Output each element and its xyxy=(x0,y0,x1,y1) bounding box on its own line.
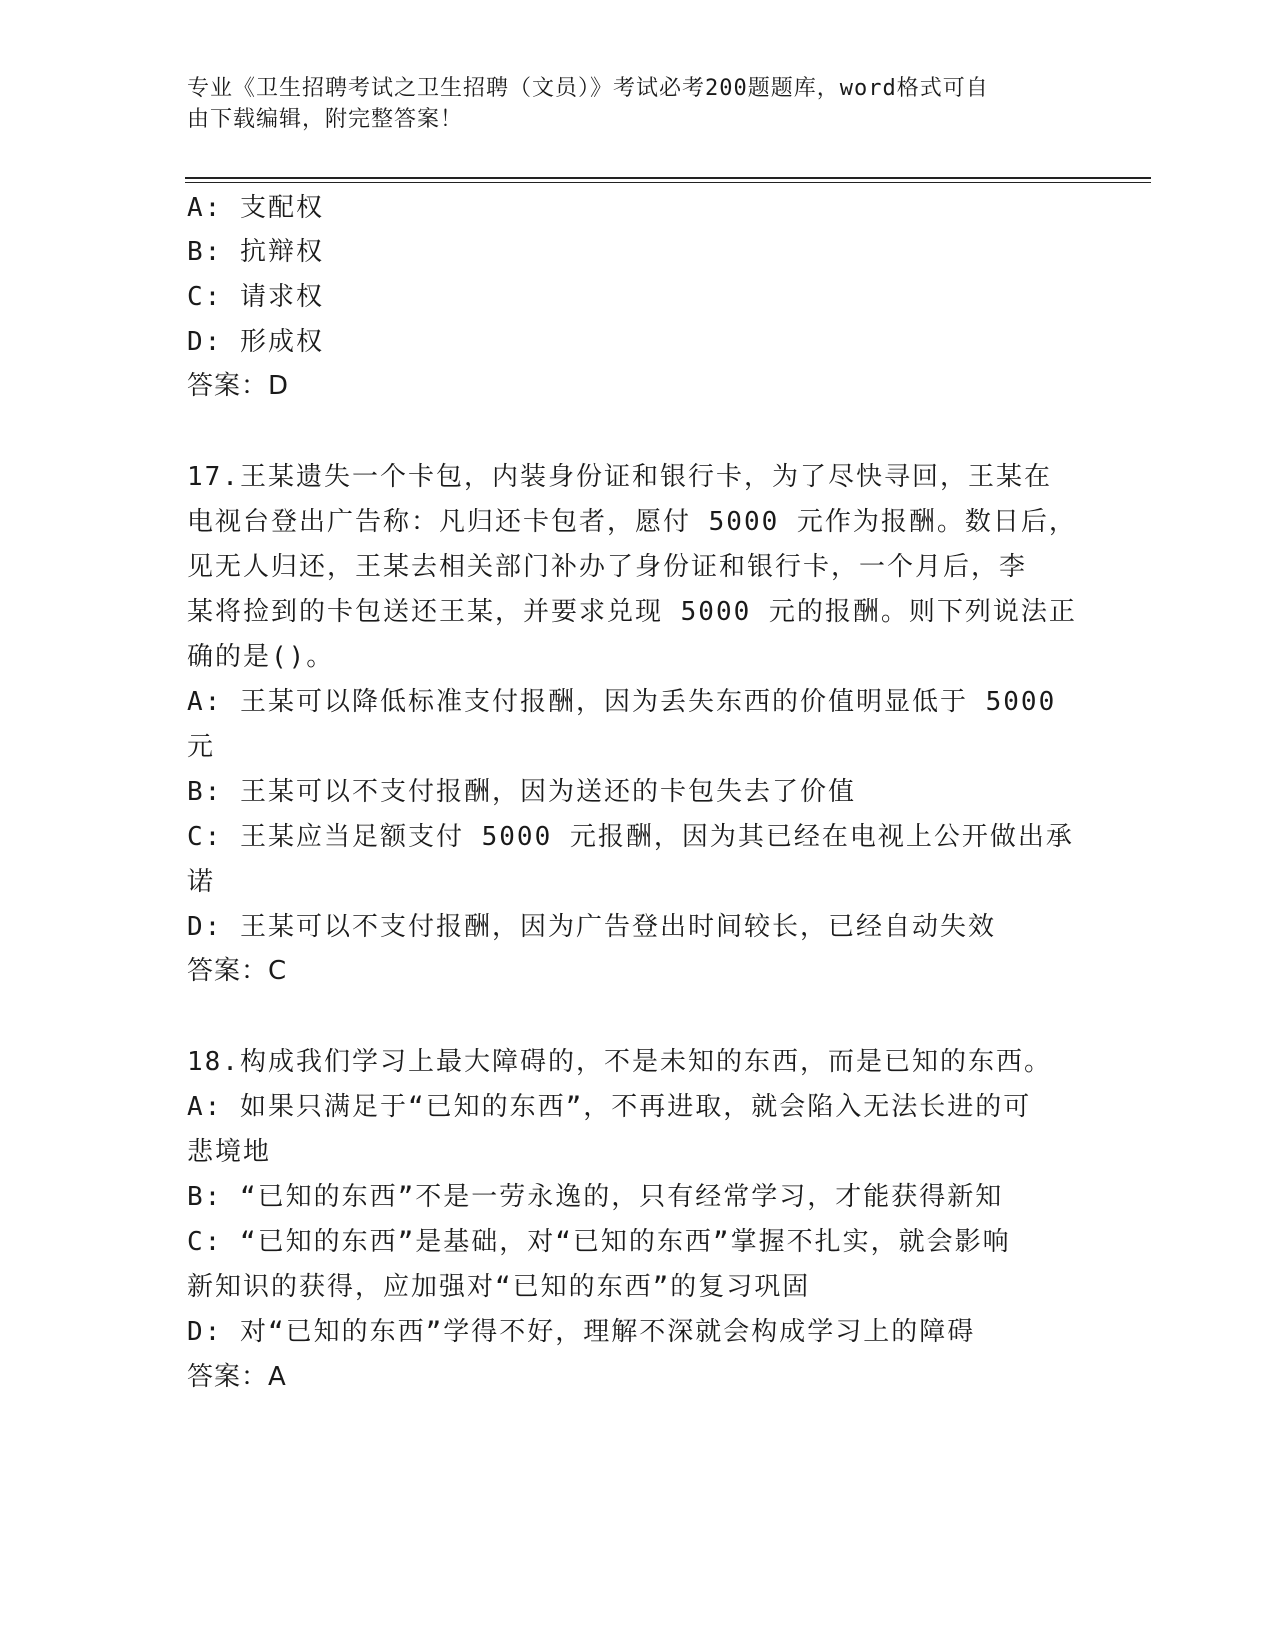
header-line-2: 由下载编辑，附完整答案！ xyxy=(187,107,464,132)
q18-option-c-line-1: C: “已知的东西”是基础，对“已知的东西”掌握不扎实，就会影响 xyxy=(187,1227,1011,1257)
q18-option-a-line-1: A: 如果只满足于“已知的东西”，不再进取，就会陷入无法长进的可 xyxy=(187,1092,1032,1122)
header-divider-thin xyxy=(185,182,1151,183)
q17-option-b: B: 王某可以不支付报酬，因为送还的卡包失去了价值 xyxy=(187,777,856,807)
q18-option-c-line-2: 新知识的获得，应加强对“已知的东西”的复习巩固 xyxy=(187,1272,811,1302)
document-header xyxy=(187,73,1067,135)
header-divider-thick xyxy=(185,177,1151,179)
q18-option-b: B: “已知的东西”不是一劳永逸的，只有经常学习，才能获得新知 xyxy=(187,1182,1004,1212)
q17-answer: 答案：C xyxy=(187,956,288,986)
q17-stem-line-3: 见无人归还，王某去相关部门补办了身份证和银行卡，一个月后，李 xyxy=(187,552,1028,582)
q16-option-c: C: 请求权 xyxy=(187,282,324,312)
q16-option-d: D: 形成权 xyxy=(187,327,324,357)
q18-answer: 答案：A xyxy=(187,1362,287,1392)
q17-option-a-line-2: 元 xyxy=(187,732,216,762)
q17-option-c-line-2: 诺 xyxy=(187,867,216,897)
q16-option-b: B: 抗辩权 xyxy=(187,237,324,267)
q16-answer: 答案：D xyxy=(187,371,290,401)
q16-option-a: A: 支配权 xyxy=(187,193,324,223)
q17-stem-line-2: 电视台登出广告称：凡归还卡包者，愿付 5000 元作为报酬。数日后， xyxy=(187,507,1077,537)
q18-option-a-line-2: 悲境地 xyxy=(187,1137,272,1167)
q17-stem-line-5: 确的是()。 xyxy=(187,642,335,672)
header-line-1: 专业《卫生招聘考试之卫生招聘（文员）》考试必考200题题库，word格式可自 xyxy=(187,76,989,101)
q18-stem: 18.构成我们学习上最大障碍的，不是未知的东西，而是已知的东西。 xyxy=(187,1047,1052,1077)
q17-stem-line-4: 某将捡到的卡包送还王某，并要求兑现 5000 元的报酬。则下列说法正 xyxy=(187,597,1077,627)
q17-option-d: D: 王某可以不支付报酬，因为广告登出时间较长，已经自动失效 xyxy=(187,912,996,942)
q17-stem-line-1: 17.王某遗失一个卡包，内装身份证和银行卡，为了尽快寻回，王某在 xyxy=(187,462,1052,492)
q17-option-a-line-1: A: 王某可以降低标准支付报酬，因为丢失东西的价值明显低于 5000 xyxy=(187,687,1057,717)
q17-option-c-line-1: C: 王某应当足额支付 5000 元报酬，因为其已经在电视上公开做出承 xyxy=(187,822,1074,852)
q18-option-d: D: 对“已知的东西”学得不好，理解不深就会构成学习上的障碍 xyxy=(187,1317,976,1347)
